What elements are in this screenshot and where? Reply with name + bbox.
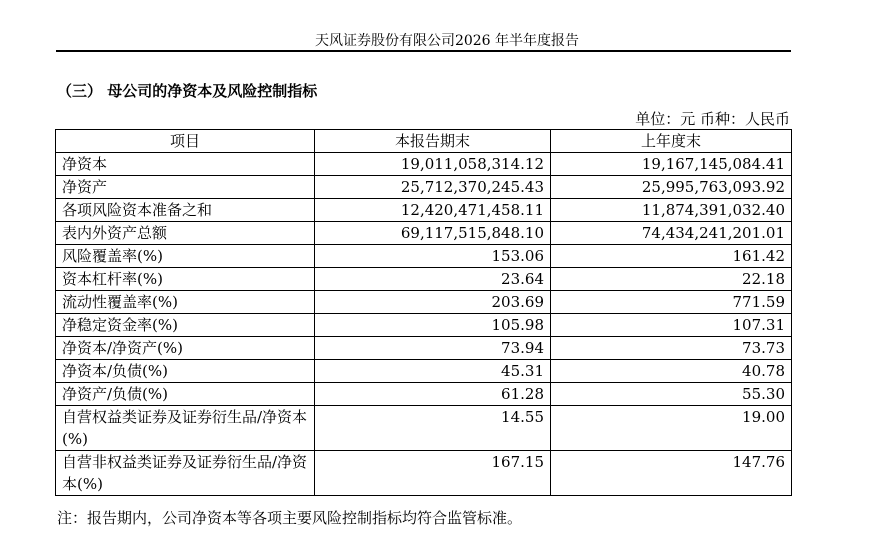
row-previous-value: 107.31 xyxy=(551,314,792,337)
risk-indicators-table xyxy=(55,129,792,496)
row-item: 净资本/净资产(%) xyxy=(56,337,315,360)
row-current-value: 25,712,370,245.43 xyxy=(315,176,551,199)
row-item: 净稳定资金率(%) xyxy=(56,314,315,337)
table-row xyxy=(56,291,792,314)
table-row xyxy=(56,199,792,222)
row-item: 净资产 xyxy=(56,176,315,199)
row-previous-value: 74,434,241,201.01 xyxy=(551,222,792,245)
header-divider xyxy=(56,50,791,52)
row-previous-value: 19,167,145,084.41 xyxy=(551,153,792,176)
row-current-value: 19,011,058,314.12 xyxy=(315,153,551,176)
column-header-current: 本报告期末 xyxy=(315,130,551,153)
row-previous-value: 11,874,391,032.40 xyxy=(551,199,792,222)
table-row xyxy=(56,176,792,199)
table-row xyxy=(56,222,792,245)
table-row xyxy=(56,245,792,268)
section-title: （三） 母公司的净资本及风险控制指标 xyxy=(57,82,318,100)
row-item: 表内外资产总额 xyxy=(56,222,315,245)
row-previous-value: 73.73 xyxy=(551,337,792,360)
column-header-item: 项目 xyxy=(56,130,315,153)
row-previous-value: 19.00 xyxy=(551,406,792,451)
unit-currency-line: 单位：元 币种：人民币 xyxy=(635,110,790,128)
table-row xyxy=(56,314,792,337)
row-current-value: 23.64 xyxy=(315,268,551,291)
row-item: 自营非权益类证券及证券衍生品/净资本(%) xyxy=(56,451,315,496)
row-previous-value: 161.42 xyxy=(551,245,792,268)
row-current-value: 14.55 xyxy=(315,406,551,451)
row-previous-value: 771.59 xyxy=(551,291,792,314)
row-previous-value: 25,995,763,093.92 xyxy=(551,176,792,199)
row-current-value: 12,420,471,458.11 xyxy=(315,199,551,222)
row-item: 净资产/负债(%) xyxy=(56,383,315,406)
row-item: 流动性覆盖率(%) xyxy=(56,291,315,314)
row-item: 风险覆盖率(%) xyxy=(56,245,315,268)
table-row xyxy=(56,268,792,291)
table-row xyxy=(56,406,792,451)
table-row xyxy=(56,337,792,360)
row-current-value: 69,117,515,848.10 xyxy=(315,222,551,245)
table-row xyxy=(56,383,792,406)
table-row xyxy=(56,451,792,496)
row-item: 资本杠杆率(%) xyxy=(56,268,315,291)
row-current-value: 105.98 xyxy=(315,314,551,337)
row-previous-value: 147.76 xyxy=(551,451,792,496)
row-item: 净资本/负债(%) xyxy=(56,360,315,383)
row-previous-value: 22.18 xyxy=(551,268,792,291)
table-row xyxy=(56,360,792,383)
row-previous-value: 55.30 xyxy=(551,383,792,406)
footnote: 注：报告期内，公司净资本等各项主要风险控制指标均符合监管标准。 xyxy=(57,509,523,527)
row-item: 各项风险资本准备之和 xyxy=(56,199,315,222)
row-item: 自营权益类证券及证券衍生品/净资本(%) xyxy=(56,406,315,451)
table-header-row xyxy=(56,130,792,153)
row-current-value: 153.06 xyxy=(315,245,551,268)
row-item: 净资本 xyxy=(56,153,315,176)
report-header-title: 天风证券股份有限公司2026 年半年度报告 xyxy=(314,33,580,49)
row-current-value: 167.15 xyxy=(315,451,551,496)
row-previous-value: 40.78 xyxy=(551,360,792,383)
row-current-value: 203.69 xyxy=(315,291,551,314)
table-row xyxy=(56,153,792,176)
row-current-value: 61.28 xyxy=(315,383,551,406)
column-header-previous: 上年度末 xyxy=(551,130,792,153)
row-current-value: 45.31 xyxy=(315,360,551,383)
row-current-value: 73.94 xyxy=(315,337,551,360)
